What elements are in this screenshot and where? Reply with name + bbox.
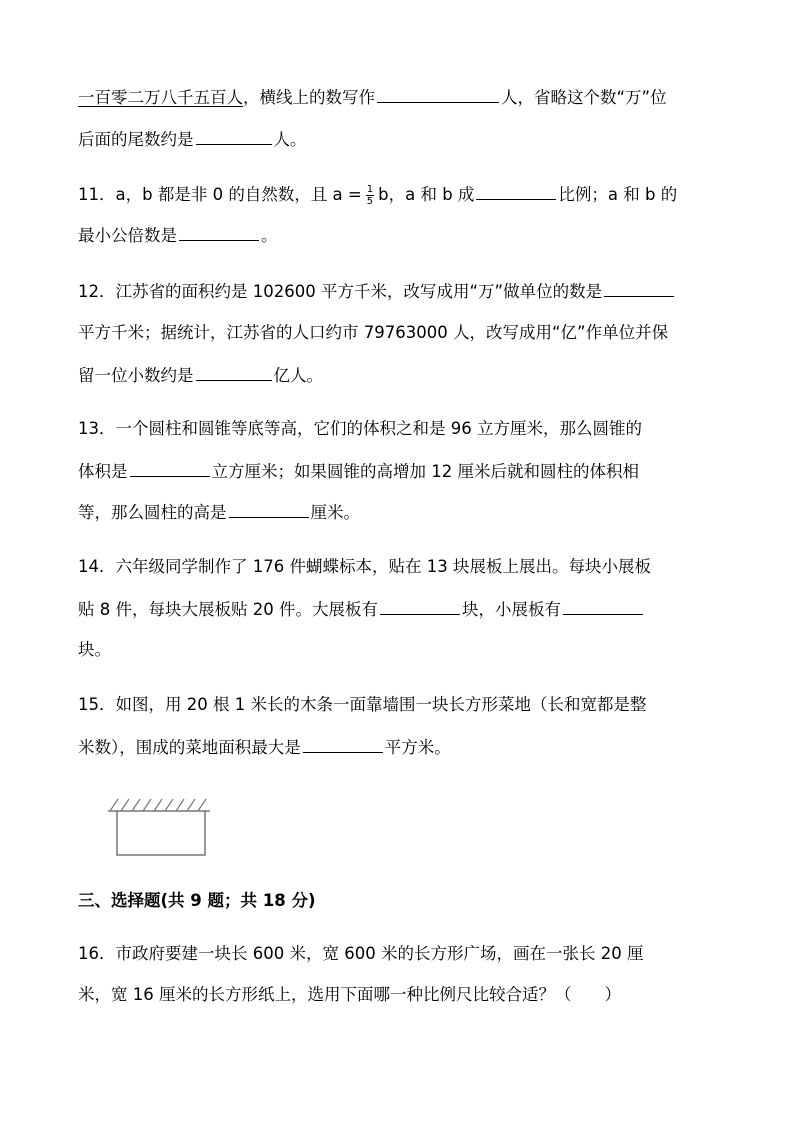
q13-line2 [78,460,639,483]
q10-answer-blank-2[interactable] [196,128,272,145]
q11-text-b: b，a 和 b 成 [378,185,475,204]
q12-answer-blank-1[interactable] [604,280,674,297]
q14-text-a: 14．六年级同学制作了 176 件蝴蝶标本，贴在 13 块展板上展出。每块小展板 [78,557,651,576]
q10-text-a: ，横线上的数写作 [243,88,375,107]
q11-fraction [366,184,374,207]
q13-text-c: 立方厘米；如果圆锥的高增加 12 厘米后就和圆柱的体积相 [211,462,639,481]
q12-answer-blank-2[interactable] [196,364,272,381]
q15-line1 [78,694,646,716]
q10-line2 [78,128,307,151]
q15-answer-blank-1[interactable] [303,736,383,753]
q12-text-a: 12．江苏省的面积约是 102600 平方千米，改写成用“万”做单位的数是 [78,282,603,301]
q14-text-b: 贴 8 件，每块大展板贴 20 件。大展板有 [78,600,378,619]
q13-text-b: 体积是 [78,462,128,481]
q13-line3 [78,501,360,524]
q10-line1 [78,86,667,109]
q14-answer-blank-2[interactable] [563,598,643,615]
q11-answer-blank-2[interactable] [179,224,259,241]
q13-answer-blank-2[interactable] [229,501,309,518]
q10-text-c: 后面的尾数约是 [78,130,194,149]
section-title: 三、选择题(共 9 题；共 18 分) [78,891,316,910]
fraction-numerator: 1 [366,184,374,195]
q11-text-c: 比例；a 和 b 的 [558,185,678,204]
q10-answer-blank-1[interactable] [377,86,499,103]
q12-line3 [78,364,323,387]
q14-answer-blank-1[interactable] [380,598,460,615]
q15-text-b: 米数），围成的菜地面积最大是 [78,738,301,757]
q15-text-a: 15．如图，用 20 根 1 米长的木条一面靠墙围一块长方形菜地（长和宽都是整 [78,695,647,714]
q13-line1 [78,418,642,440]
q14-text-c: 块，小展板有 [461,600,561,619]
q10-text-d: 人。 [273,130,307,149]
q13-answer-blank-1[interactable] [130,460,210,477]
q12-line1 [78,280,676,303]
q14-line2 [78,598,645,621]
q12-text-b: 平方千米；据统计，江苏省的人口约市 79763000 人，改写成用“亿”作单位并保 [78,323,669,342]
q14-line1 [78,556,651,578]
q13-text-e: 厘米。 [310,503,360,522]
q16-line1 [78,943,643,965]
q12-line2 [78,322,668,344]
q14-text-d: 块。 [78,640,111,659]
q14-line3 [78,639,111,661]
q11-line1 [78,183,677,207]
q16-text-a: 16．市政府要建一块长 600 米，宽 600 米的长方形广场，画在一张长 20 厘 [78,944,644,963]
q13-text-a: 13．一个圆柱和圆锥等底等高，它们的体积之和是 96 立方厘米，那么圆锥的 [78,419,642,438]
q11-text-d: 最小公倍数是 [78,226,177,245]
garden-rectangle [117,811,205,855]
fraction-denominator: 5 [366,196,374,207]
q12-text-c: 留一位小数约是 [78,366,194,385]
q15-line2 [78,736,451,759]
q11-answer-blank-1[interactable] [476,183,556,200]
wall-garden-figure [104,793,216,863]
q10-underlined-number: 一百零二万八千五百人 [78,88,243,107]
q16-line2 [78,984,621,1006]
q12-text-d: 亿人。 [273,366,323,385]
q13-text-d: 等，那么圆柱的高是 [78,503,227,522]
q11-text-a: 11．a，b 都是非 0 的自然数，且 a = [78,185,362,204]
q15-text-c: 平方米。 [384,738,451,757]
q10-text-b: 人，省略这个数“万”位 [501,88,667,107]
q11-text-e: 。 [261,226,278,245]
q16-text-b: 米，宽 16 厘米的长方形纸上，选用下面哪一种比例尺比较合适？（ ） [78,985,621,1004]
wall-hatch [110,799,206,811]
q11-line2 [78,224,278,247]
